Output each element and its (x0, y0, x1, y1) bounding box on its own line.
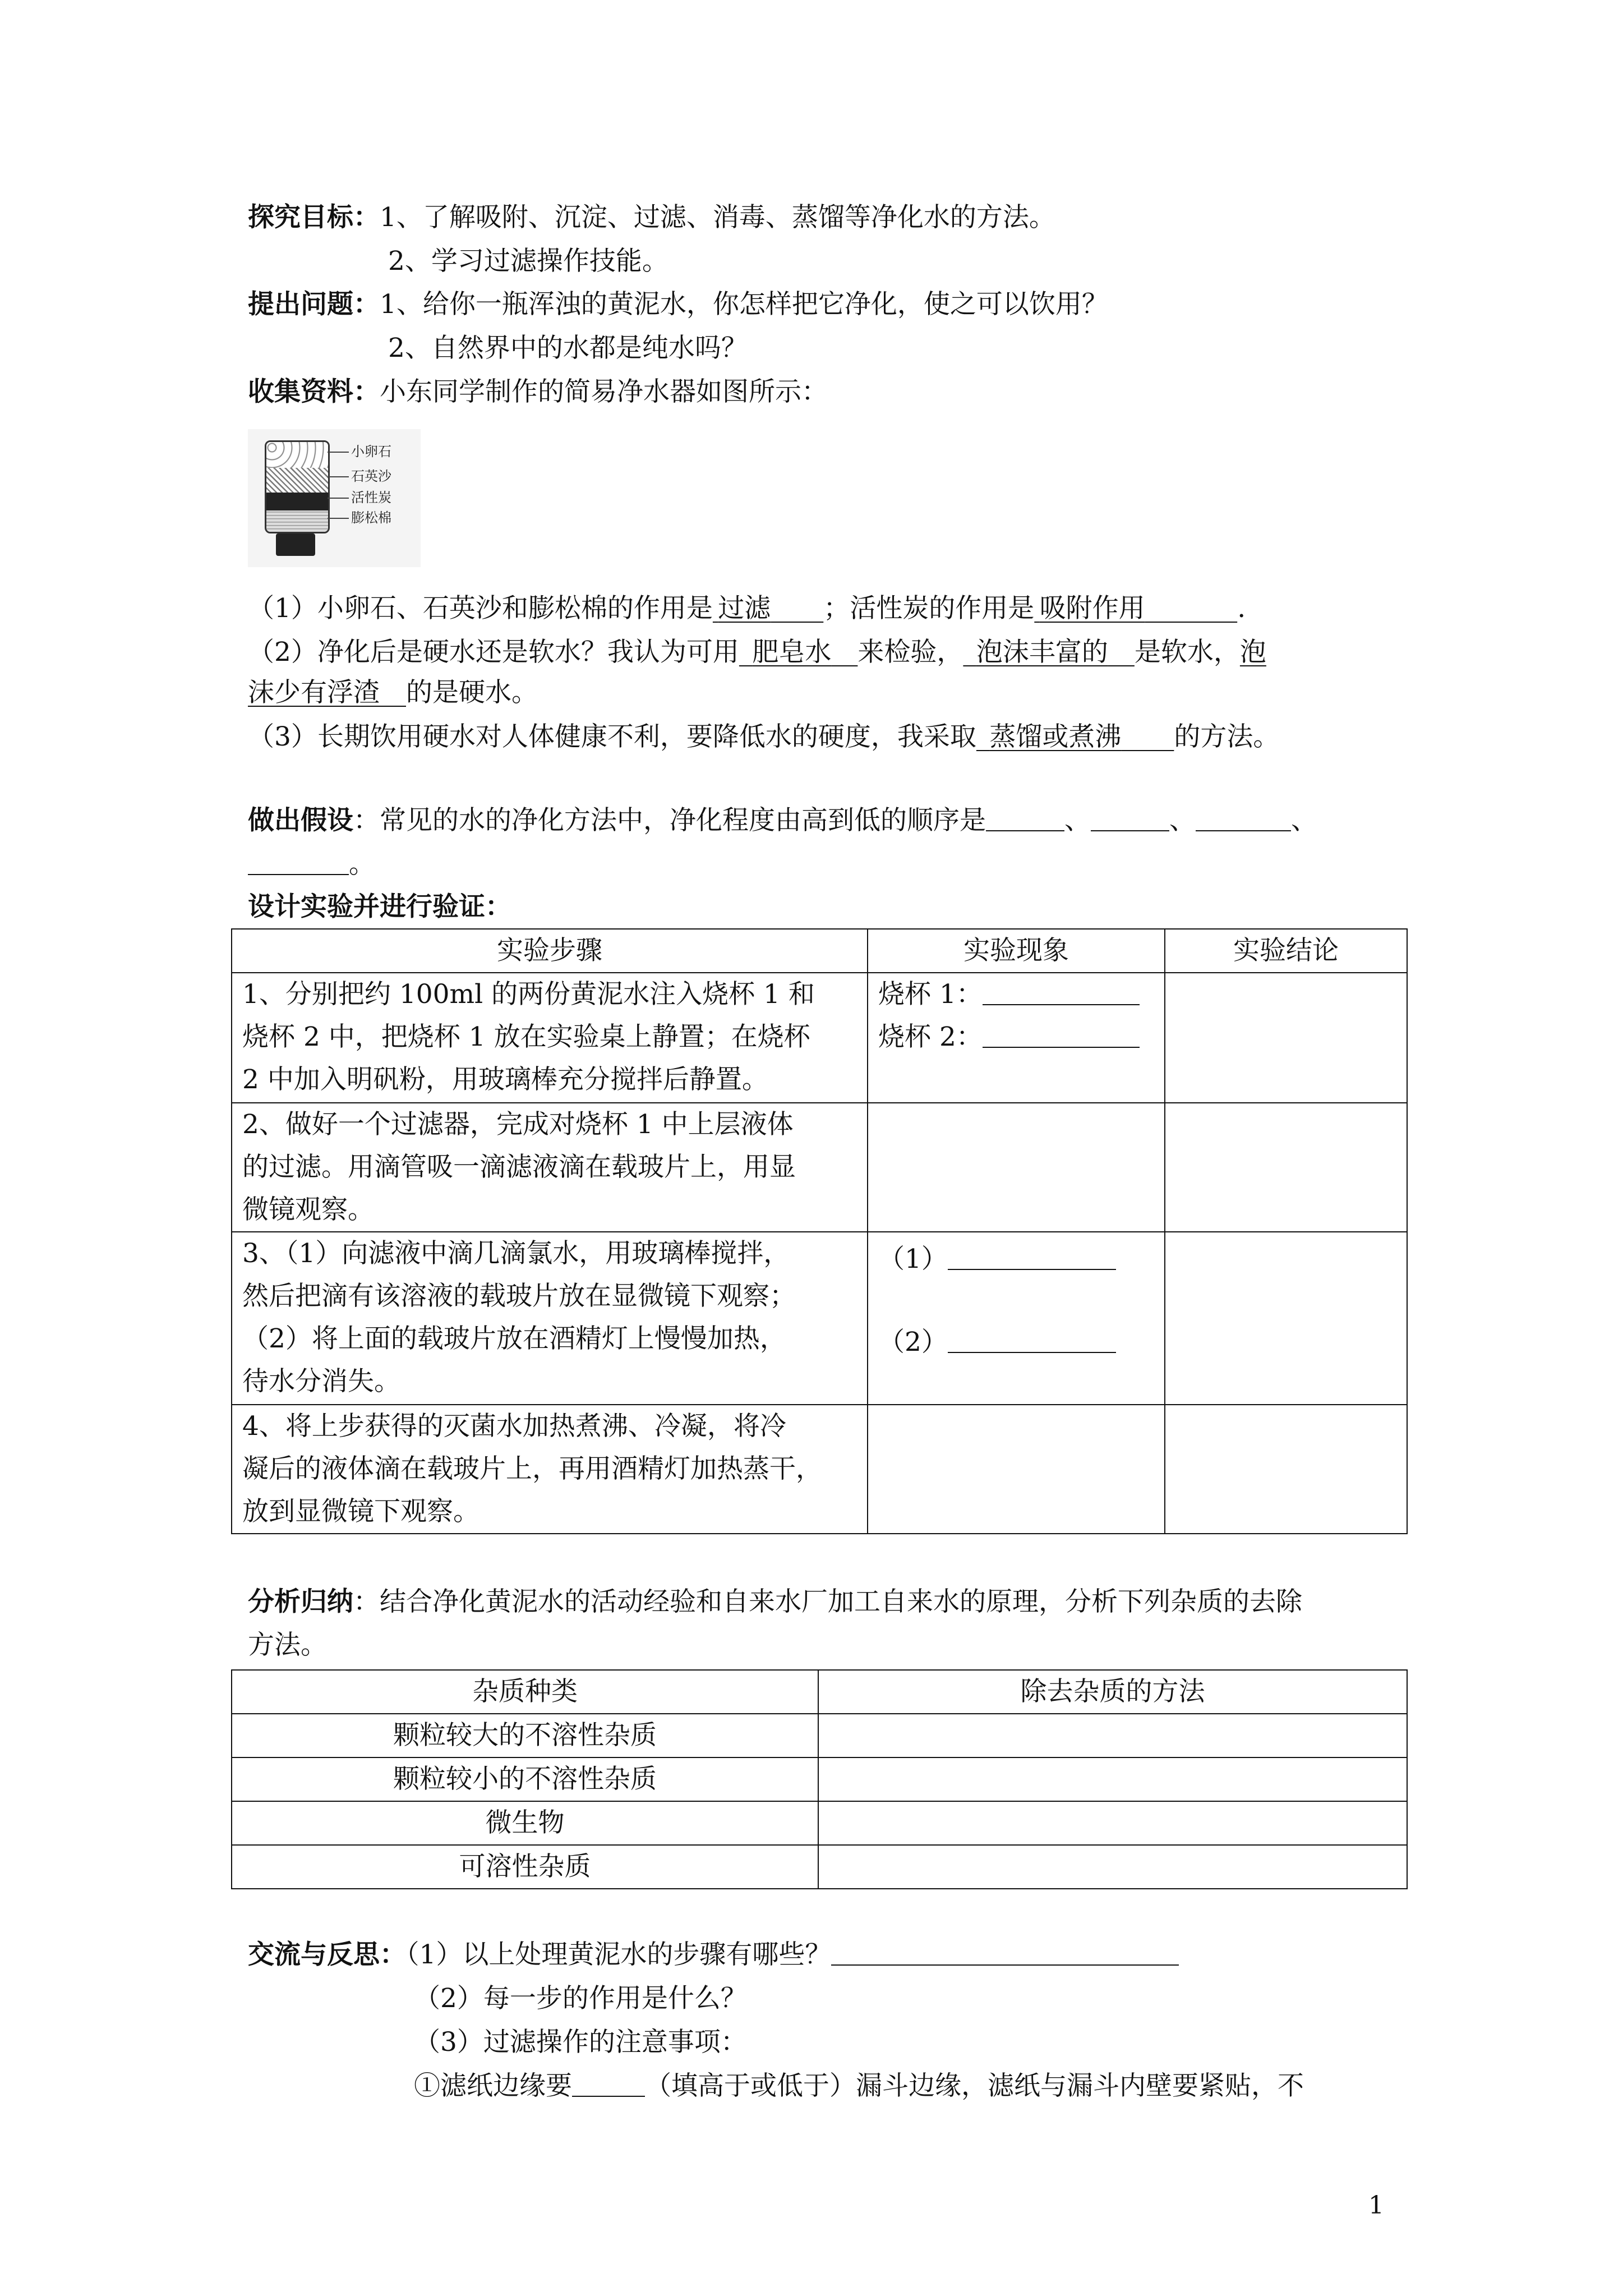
goals-line-1 (248, 199, 1055, 236)
step-1-line-2: 烧杯 2 中，把烧杯 1 放在实验桌上静置；在烧杯 (242, 1022, 810, 1052)
label-quartz-sand: 石英沙 (351, 468, 391, 484)
conclusion-3-cell[interactable] (1165, 1232, 1407, 1405)
q2-answer-2 (963, 637, 1135, 668)
q1-answer-1-text: 过滤 (718, 593, 771, 624)
collect-text: 小东同学制作的简易净水器如图所示： (380, 376, 828, 407)
beaker-2-blank[interactable] (983, 1022, 1140, 1048)
reflection-q1-blank[interactable] (831, 1940, 1179, 1966)
design-heading: 设计实验并进行验证： (248, 891, 511, 922)
analysis-label: 分析归纳 (248, 1586, 353, 1617)
step-1-cell (232, 973, 868, 1103)
q3-line (248, 719, 1279, 756)
removal-method-1[interactable] (818, 1714, 1407, 1757)
questions-line-1 (248, 286, 1108, 323)
hypothesis-line-2 (248, 846, 375, 883)
step-3-obs-1 (878, 1238, 1154, 1281)
impurity-type-3: 微生物 (232, 1801, 818, 1845)
hypothesis-text: ：常见的水的净化方法中，净化程度由高到低的顺序是 (353, 805, 986, 836)
header-removal-method: 除去杂质的方法 (818, 1670, 1407, 1714)
beaker-1-obs (878, 973, 1154, 1016)
q3-answer (976, 721, 1174, 752)
label-leader-4 (328, 518, 349, 519)
hypothesis-sep-3: 、 (1291, 805, 1317, 836)
header-conclusion: 实验结论 (1165, 929, 1407, 973)
reflection-line-4 (414, 2068, 1304, 2105)
q2-mid-1: 来检验， (857, 637, 963, 668)
phenomena-4-cell[interactable] (868, 1405, 1165, 1534)
reflection-line-1 (248, 1936, 1179, 1973)
filter-cap (276, 533, 315, 556)
removal-method-4[interactable] (818, 1845, 1407, 1889)
analysis-text-2: 方法。 (248, 1630, 327, 1660)
step-2-cell (232, 1103, 868, 1232)
step-3-line-3: （2）将上面的载玻片放在酒精灯上慢慢加热， (242, 1323, 786, 1354)
analysis-text-1: ：结合净化黄泥水的活动经验和自来水厂加工自来水的原理，分析下列杂质的去除 (353, 1586, 1302, 1617)
hypothesis-sep-1: 、 (1064, 805, 1091, 836)
reflection-line-3 (414, 2024, 747, 2061)
conclusion-4-cell[interactable] (1165, 1405, 1407, 1534)
step-4-line-2: 凝后的液体滴在载玻片上，再用酒精灯加热蒸干， (242, 1453, 822, 1484)
step-3-line-1: 3、（1）向滤液中滴几滴氯水，用玻璃棒搅拌， (242, 1238, 790, 1269)
hypothesis-sep-2: 、 (1169, 805, 1196, 836)
analysis-line-2 (248, 1627, 327, 1664)
goals-line-2 (388, 243, 668, 280)
questions-item-2: 2、自然界中的水都是纯水吗？ (388, 333, 748, 364)
q3-answer-text: 蒸馏或煮沸 (989, 721, 1122, 752)
impurity-type-2: 颗粒较小的不溶性杂质 (232, 1757, 818, 1801)
removal-method-3[interactable] (818, 1801, 1407, 1845)
q2-answer-1-text: 肥皂水 (752, 637, 832, 668)
impurity-row-4 (232, 1845, 1407, 1889)
label-leader-1 (328, 452, 349, 453)
hypothesis-label: 做出假设 (248, 805, 353, 836)
experiment-row-1 (232, 973, 1407, 1103)
step-1-line-3: 2 中加入明矾粉，用玻璃棒充分搅拌后静置。 (242, 1064, 768, 1095)
experiment-row-2 (232, 1103, 1407, 1232)
step-2-line-1: 2、做好一个过滤器，完成对烧杯 1 中上层液体 (242, 1109, 794, 1140)
step-4-cell (232, 1405, 868, 1534)
step-3-obs-2 (878, 1321, 1154, 1364)
q2-prefix: （2）净化后是硬水还是软水？我认为可用 (248, 637, 739, 668)
water-filter-figure (248, 429, 421, 567)
step-3-obs-1-label: （1） (878, 1244, 948, 1274)
q1-line (248, 590, 1246, 627)
reflection-q3: （3）过滤操作的注意事项： (414, 2027, 747, 2058)
impurity-type-4: 可溶性杂质 (232, 1845, 818, 1889)
removal-method-2[interactable] (818, 1757, 1407, 1801)
step-3-cell (232, 1232, 868, 1405)
q1-prefix: （1）小卵石、石英沙和膨松棉的作用是 (248, 593, 713, 624)
label-cotton: 膨松棉 (351, 510, 391, 526)
sand-layer (266, 468, 328, 493)
q1-answer-2 (1034, 593, 1237, 624)
label-pebble: 小卵石 (351, 444, 391, 459)
analysis-line-1 (248, 1584, 1302, 1621)
q2-answer-3b-text: 沫少有浮渣 (248, 677, 380, 708)
q2-mid-2: 是软水， (1134, 637, 1240, 668)
filter-bottle (265, 440, 330, 533)
step-3-obs-2-label: （2） (878, 1327, 948, 1358)
collect-line (248, 374, 828, 411)
q2-line-2 (248, 674, 538, 711)
conclusion-1-cell[interactable] (1165, 973, 1407, 1103)
impurity-row-2 (232, 1757, 1407, 1801)
label-leader-2 (328, 476, 349, 477)
q3-end: 的方法。 (1174, 721, 1280, 752)
reflection-q4-blank[interactable] (572, 2071, 645, 2097)
reflection-q4-suffix: （填高于或低于）漏斗边缘，滤纸与漏斗内壁要紧贴，不 (645, 2070, 1304, 2101)
goals-item-1: 1、了解吸附、沉淀、过滤、消毒、蒸馏等净化水的方法。 (380, 202, 1055, 233)
beaker-1-blank[interactable] (983, 979, 1140, 1005)
reflection-q4-prefix: ①滤纸边缘要 (414, 2070, 572, 2101)
beaker-2-obs (878, 1016, 1154, 1059)
reflection-q1: （1）以上处理黄泥水的步骤有哪些？ (406, 1939, 832, 1970)
impurity-row-1 (232, 1714, 1407, 1757)
header-phenomena: 实验现象 (868, 929, 1165, 973)
conclusion-2-cell[interactable] (1165, 1103, 1407, 1232)
impurity-type-1: 颗粒较大的不溶性杂质 (232, 1714, 818, 1757)
beaker-2-label: 烧杯 2： (878, 1022, 983, 1052)
step-3-line-4: 待水分消失。 (242, 1366, 400, 1397)
step-3-obs-1-blank[interactable] (948, 1244, 1116, 1270)
phenomena-3-cell (868, 1232, 1165, 1405)
collect-label: 收集资料： (248, 376, 380, 407)
hypothesis-end: 。 (349, 849, 375, 880)
goals-label: 探究目标： (248, 202, 380, 233)
impurity-table (231, 1669, 1408, 1889)
q1-answer-2-text: 吸附作用 (1039, 593, 1145, 624)
step-2-line-3: 微镜观察。 (242, 1194, 374, 1225)
reflection-line-2 (414, 1980, 747, 2017)
q3-prefix: （3）长期饮用硬水对人体健康不利，要降低水的硬度，我采取 (248, 721, 976, 752)
hypothesis-blank-1[interactable] (986, 806, 1064, 831)
carbon-layer (266, 493, 328, 510)
reflection-label: 交流与反思： (248, 1939, 406, 1970)
page-number: 1 (1368, 2191, 1384, 2220)
q1-mid: ；活性炭的作用是 (823, 593, 1035, 624)
q2-line-1 (248, 634, 1266, 671)
hypothesis-blank-3[interactable] (1196, 806, 1291, 831)
cotton-layer (266, 510, 328, 532)
hypothesis-blank-2[interactable] (1091, 806, 1169, 831)
q1-answer-1 (713, 593, 823, 624)
label-activated-carbon: 活性炭 (351, 490, 391, 505)
header-impurity-type: 杂质种类 (232, 1670, 818, 1714)
questions-line-2 (388, 330, 748, 367)
pebble-layer (266, 442, 328, 468)
questions-label: 提出问题： (248, 289, 380, 320)
reflection-q2: （2）每一步的作用是什么？ (414, 1983, 747, 2014)
hypothesis-line (248, 802, 1317, 839)
experiment-table-header (232, 929, 1407, 973)
beaker-1-label: 烧杯 1： (878, 979, 983, 1010)
q2-end: 的是硬水。 (406, 677, 538, 708)
q2-answer-3a: 泡 (1239, 637, 1266, 668)
impurity-row-3 (232, 1801, 1407, 1845)
phenomena-1-cell (868, 973, 1165, 1103)
q1-end: . (1237, 593, 1246, 624)
impurity-table-header (232, 1670, 1407, 1714)
goals-item-2: 2、学习过滤操作技能。 (388, 246, 668, 277)
step-4-line-3: 放到显微镜下观察。 (242, 1496, 479, 1527)
step-3-obs-2-blank[interactable] (948, 1327, 1116, 1353)
hypothesis-blank-4[interactable] (248, 849, 349, 875)
experiment-table (231, 928, 1408, 1534)
q2-answer-3b (248, 677, 406, 708)
q2-answer-2-text: 泡沫丰富的 (976, 637, 1108, 668)
step-3-line-2: 然后把滴有该溶液的载玻片放在显微镜下观察； (242, 1281, 796, 1312)
experiment-row-3 (232, 1232, 1407, 1405)
experiment-row-4 (232, 1405, 1407, 1534)
step-4-line-1: 4、将上步获得的灭菌水加热煮沸、冷凝，将冷 (242, 1411, 786, 1442)
header-steps: 实验步骤 (232, 929, 868, 973)
phenomena-2-cell[interactable] (868, 1103, 1165, 1232)
step-2-line-2: 的过滤。用滴管吸一滴滤液滴在载玻片上，用显 (242, 1152, 796, 1182)
step-1-line-1: 1、分别把约 100ml 的两份黄泥水注入烧杯 1 和 (242, 979, 815, 1010)
q2-answer-1 (739, 637, 858, 668)
questions-item-1: 1、给你一瓶浑浊的黄泥水，你怎样把它净化，使之可以饮用？ (380, 289, 1108, 320)
label-leader-3 (328, 498, 349, 499)
